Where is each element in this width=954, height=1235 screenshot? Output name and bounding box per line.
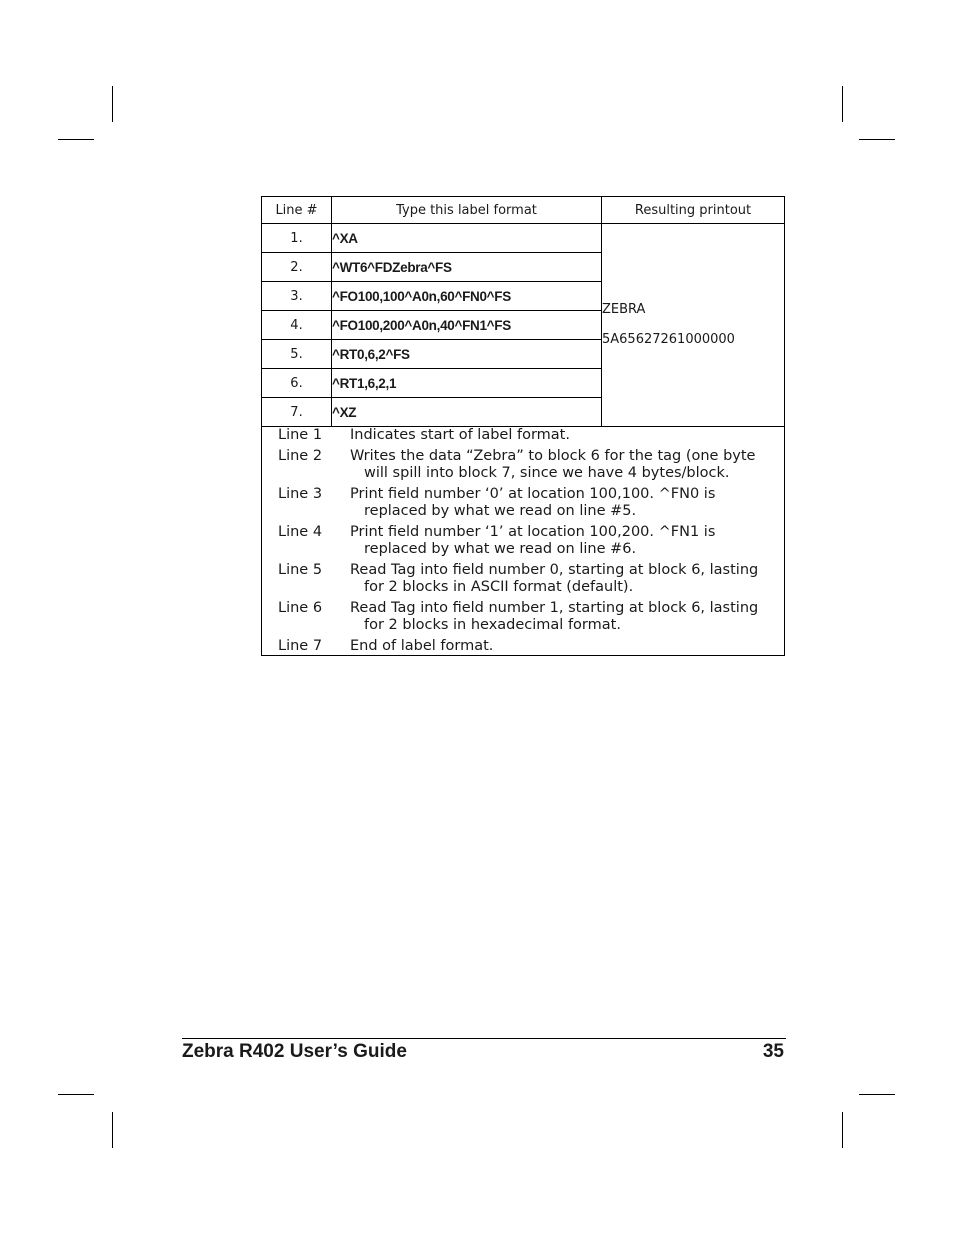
row-number: 3. [262,282,332,311]
row-number: 2. [262,253,332,282]
header-resulting-printout: Resulting printout [602,197,785,224]
crop-mark [859,139,895,140]
header-label-format: Type this label format [332,197,602,224]
note-label: Line 2 [278,448,323,464]
note-label: Line 6 [278,600,323,616]
note-label: Line 3 [278,486,323,502]
note-text: Read Tag into field number 0, starting at block 6, lasting for 2 blocks in ASCII format (default). [350,562,759,595]
footer-rule [182,1038,786,1039]
crop-mark [842,86,843,122]
row-number: 7. [262,398,332,427]
note-label: Line 7 [278,638,323,654]
note-item [262,562,784,596]
row-code: ^XA [332,224,602,253]
note-item [262,638,784,655]
note-label: Line 4 [278,524,323,540]
row-number: 5. [262,340,332,369]
note-item [262,524,784,558]
row-code: ^FO100,200^A0n,40^FN1^FS [332,311,602,340]
printout-line-1: ZEBRA [602,302,646,317]
crop-mark [842,1112,843,1148]
row-number: 1. [262,224,332,253]
crop-mark [58,139,94,140]
crop-mark [112,1112,113,1148]
resulting-printout [602,224,785,427]
note-item [262,600,784,634]
notes-row [262,427,785,656]
note-text: Read Tag into field number 1, starting at block 6, lasting for 2 blocks in hexadecimal format. [350,600,759,633]
note-item [262,448,784,482]
table-row [262,224,785,253]
row-code: ^RT1,6,2,1 [332,369,602,398]
note-text: Print field number ‘1’ at location 100,200. ^FN1 is replaced by what we read on line #6. [350,524,716,557]
note-text: Indicates start of label format. [350,427,570,443]
crop-mark [58,1094,94,1095]
table-header-row [262,197,785,224]
label-format-table [261,196,785,656]
header-line-number: Line # [262,197,332,224]
row-code: ^WT6^FDZebra^FS [332,253,602,282]
page-number: 35 [762,1041,784,1062]
note-text: Writes the data “Zebra” to block 6 for the tag (one byte will spill into block 7, since we have 4 bytes/block. [350,448,756,481]
note-item [262,427,784,444]
row-number: 6. [262,369,332,398]
note-item [262,486,784,520]
row-code: ^RT0,6,2^FS [332,340,602,369]
note-text: Print field number ‘0’ at location 100,100. ^FN0 is replaced by what we read on line #5. [350,486,716,519]
row-number: 4. [262,311,332,340]
row-code: ^FO100,100^A0n,60^FN0^FS [332,282,602,311]
crop-mark [112,86,113,122]
crop-mark [859,1094,895,1095]
note-label: Line 5 [278,562,323,578]
row-code: ^XZ [332,398,602,427]
printout-line-2: 5A65627261000000 [602,332,735,347]
note-text: End of label format. [350,638,494,654]
line-notes [262,427,785,656]
footer-title: Zebra R402 User’s Guide [182,1041,407,1062]
note-label: Line 1 [278,427,323,443]
